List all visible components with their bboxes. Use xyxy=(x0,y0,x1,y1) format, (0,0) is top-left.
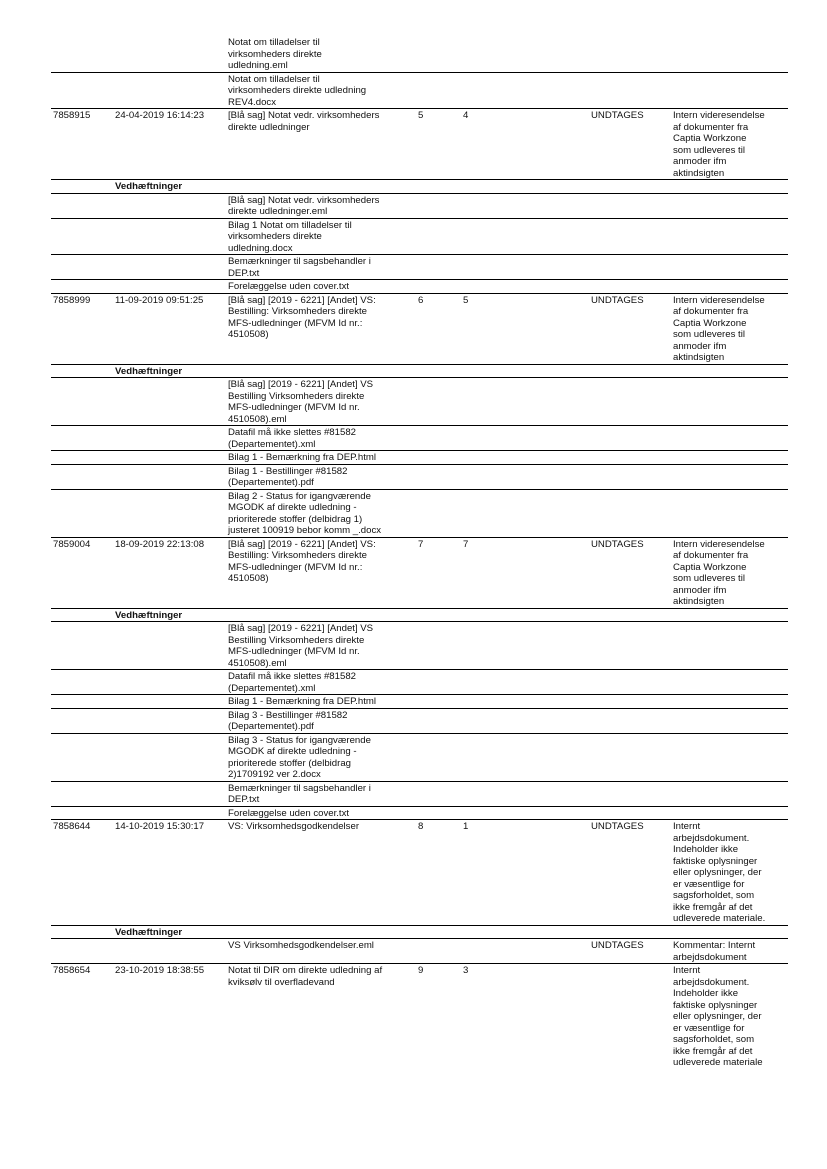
cell-title: Forelæggelse uden cover.txt xyxy=(226,806,416,820)
cell-comment: Internt arbejdsdokument. Indeholder ikke faktiske oplysninger eller oplysninger, der er væsentlige for sagsforholdet, som ikke fremgår af det udleverede materiale xyxy=(673,965,763,1068)
cell-id xyxy=(51,426,113,451)
cell-title: Bilag 1 - Bestillinger #81582 (Departementet).pdf xyxy=(226,464,416,489)
cell-status xyxy=(589,218,671,255)
cell-date: 23-10-2019 18:38:55 xyxy=(115,965,205,976)
cell-status xyxy=(589,670,671,695)
cell-comment xyxy=(671,193,788,218)
cell-id: 7858654 xyxy=(53,965,91,976)
cell-date: 14-10-2019 15:30:17 xyxy=(113,820,226,926)
cell-id xyxy=(51,622,113,670)
cell-id xyxy=(51,464,113,489)
cell-status xyxy=(589,378,671,426)
cell-id xyxy=(51,925,113,939)
cell-title xyxy=(226,180,416,194)
cell-title: [Blå sag] [2019 - 6221] [Andet] VS Bestilling Virksomheders direkte MFS-udledninger (MFVM Id nr. 4510508).eml xyxy=(226,378,416,426)
cell-page-count: 1 xyxy=(461,820,589,926)
cell-comment xyxy=(671,36,788,72)
cell-page-count xyxy=(461,464,589,489)
cell-comment xyxy=(671,464,788,489)
cell-comment: Kommentar: Internt arbejdsdokument xyxy=(671,939,788,964)
cell-status xyxy=(589,280,671,294)
cell-comment xyxy=(671,255,788,280)
cell-page-count xyxy=(461,708,589,733)
attachment-row xyxy=(51,622,788,670)
attachment-row xyxy=(51,695,788,709)
cell-doc-number xyxy=(416,218,461,255)
cell-page-count xyxy=(461,451,589,465)
record-row xyxy=(51,820,788,926)
cell-date xyxy=(113,426,226,451)
cell-status xyxy=(589,72,671,109)
cell-status: UNDTAGES xyxy=(589,939,671,964)
cell-comment xyxy=(671,806,788,820)
cell-date: Vedhæftninger xyxy=(113,608,226,622)
cell-id: 7858915 xyxy=(51,109,113,180)
attachments-header-row xyxy=(51,925,788,939)
cell-doc-number xyxy=(416,695,461,709)
cell-page-count xyxy=(461,733,589,781)
cell-date xyxy=(113,36,226,72)
cell-comment xyxy=(671,781,788,806)
cell-id xyxy=(51,280,113,294)
record-row xyxy=(51,293,788,364)
cell-status xyxy=(589,364,671,378)
cell-comment: Intern videresendelse af dokumenter fra Captia Workzone som udleveres til anmoder ifm aktindsigten xyxy=(671,293,788,364)
attachment-row xyxy=(51,426,788,451)
cell-id xyxy=(51,489,113,537)
cell-title: Bemærkninger til sagsbehandler i DEP.txt xyxy=(226,781,416,806)
cell-title: Bilag 3 - Status for igangværende MGODK af direkte udledning - prioriterede stoffer (delbidrag 2)1709192 ver 2.docx xyxy=(226,733,416,781)
cell-doc-number xyxy=(416,180,461,194)
cell-comment: Internt arbejdsdokument. Indeholder ikke faktiske oplysninger eller oplysninger, der er væsentlige for sagsforholdet, som ikke fremgår af det udleverede materiale. xyxy=(671,820,788,926)
cell-doc-number xyxy=(416,608,461,622)
cell-page-count xyxy=(461,193,589,218)
cell-id xyxy=(51,378,113,426)
cell-date xyxy=(113,378,226,426)
cell-status: UNDTAGES xyxy=(589,293,671,364)
cell-doc-number xyxy=(416,733,461,781)
cell-doc-number xyxy=(416,36,461,72)
attachment-row xyxy=(51,451,788,465)
cell-status: UNDTAGES xyxy=(589,537,671,608)
cell-date xyxy=(113,193,226,218)
cell-title: Bilag 1 - Bemærkning fra DEP.html xyxy=(226,695,416,709)
cell-page-count xyxy=(461,670,589,695)
cell-id: 7858999 xyxy=(51,293,113,364)
attachment-row xyxy=(51,781,788,806)
cell-date xyxy=(113,451,226,465)
cell-page-count xyxy=(461,255,589,280)
attachment-row xyxy=(51,378,788,426)
cell-doc-number xyxy=(416,489,461,537)
cell-id: 7858644 xyxy=(51,820,113,926)
cell-date xyxy=(113,280,226,294)
cell-status: UNDTAGES xyxy=(589,820,671,926)
cell-page-count xyxy=(461,489,589,537)
cell-date xyxy=(113,489,226,537)
cell-date: 11-09-2019 09:51:25 xyxy=(113,293,226,364)
cell-date: Vedhæftninger xyxy=(113,180,226,194)
cell-date: Vedhæftninger xyxy=(113,364,226,378)
cell-doc-number xyxy=(416,451,461,465)
cell-status xyxy=(589,464,671,489)
cell-status xyxy=(589,451,671,465)
cell-page-count xyxy=(461,939,589,964)
cell-comment xyxy=(671,280,788,294)
cell-title: [Blå sag] Notat vedr. virksomheders direkte udledninger xyxy=(226,109,416,180)
cell-doc-number xyxy=(416,622,461,670)
attachments-header-row xyxy=(51,608,788,622)
cell-status xyxy=(589,806,671,820)
cell-title: Notat om tilladelser til virksomheders direkte udledning.eml xyxy=(226,36,416,72)
cell-status xyxy=(589,708,671,733)
cell-date xyxy=(113,670,226,695)
cell-title: Bilag 3 - Bestillinger #81582 (Departementet).pdf xyxy=(226,708,416,733)
cell-title: VS: Virksomhedsgodkendelser xyxy=(226,820,416,926)
cell-status xyxy=(589,964,671,1069)
attachment-row xyxy=(51,733,788,781)
cell-comment xyxy=(671,451,788,465)
cell-comment xyxy=(671,608,788,622)
cell-comment xyxy=(671,72,788,109)
cell-comment xyxy=(671,925,788,939)
cell-status xyxy=(589,489,671,537)
cell-id xyxy=(51,218,113,255)
cell-doc-number xyxy=(416,72,461,109)
cell-date xyxy=(113,708,226,733)
cell-page-count: 7 xyxy=(461,537,589,608)
attachment-row xyxy=(51,708,788,733)
cell-title xyxy=(226,364,416,378)
cell-status: UNDTAGES xyxy=(589,109,671,180)
attachment-row xyxy=(51,280,788,294)
cell-status xyxy=(589,781,671,806)
attachment-row xyxy=(51,72,788,109)
cell-page-count xyxy=(461,280,589,294)
cell-status xyxy=(589,622,671,670)
cell-doc-number: 9 xyxy=(418,965,424,976)
cell-page-count: 3 xyxy=(463,965,469,976)
cell-page-count xyxy=(461,180,589,194)
cell-status xyxy=(589,608,671,622)
cell-id xyxy=(51,451,113,465)
cell-doc-number xyxy=(416,378,461,426)
cell-date xyxy=(113,733,226,781)
cell-comment: Intern videresendelse af dokumenter fra Captia Workzone som udleveres til anmoder ifm aktindsigten xyxy=(671,109,788,180)
records-table xyxy=(51,36,788,1069)
cell-title: Bilag 1 Notat om tilladelser til virksomheders direkte udledning.docx xyxy=(226,218,416,255)
cell-title: [Blå sag] [2019 - 6221] [Andet] VS: Bestilling: Virksomheders direkte MFS-udledninger (MFVM Id nr.: 4510508) xyxy=(226,293,416,364)
cell-date xyxy=(113,464,226,489)
cell-doc-number xyxy=(416,781,461,806)
cell-id xyxy=(51,670,113,695)
cell-page-count xyxy=(461,364,589,378)
cell-doc-number: 8 xyxy=(416,820,461,926)
cell-title: Datafil må ikke slettes #81582 (Departementet).xml xyxy=(226,670,416,695)
cell-doc-number xyxy=(416,670,461,695)
cell-page-count xyxy=(461,695,589,709)
attachment-row xyxy=(51,36,788,72)
cell-id xyxy=(51,193,113,218)
cell-id xyxy=(51,364,113,378)
attachment-row xyxy=(51,464,788,489)
cell-status xyxy=(589,733,671,781)
cell-page-count xyxy=(461,426,589,451)
cell-page-count: 4 xyxy=(461,109,589,180)
attachment-row xyxy=(51,193,788,218)
cell-page-count xyxy=(461,608,589,622)
cell-page-count xyxy=(461,781,589,806)
cell-date xyxy=(113,695,226,709)
cell-id xyxy=(51,180,113,194)
cell-comment xyxy=(671,426,788,451)
record-row xyxy=(51,537,788,608)
cell-title: [Blå sag] Notat vedr. virksomheders direkte udledninger.eml xyxy=(226,193,416,218)
cell-title: Datafil må ikke slettes #81582 (Departementet).xml xyxy=(226,426,416,451)
cell-page-count xyxy=(461,218,589,255)
cell-page-count: 5 xyxy=(461,293,589,364)
cell-comment xyxy=(671,489,788,537)
cell-status xyxy=(589,426,671,451)
cell-date xyxy=(113,72,226,109)
cell-doc-number xyxy=(416,464,461,489)
cell-comment xyxy=(671,378,788,426)
cell-comment xyxy=(671,733,788,781)
cell-date xyxy=(113,806,226,820)
cell-page-count xyxy=(461,378,589,426)
cell-comment xyxy=(671,364,788,378)
cell-id xyxy=(51,806,113,820)
cell-comment xyxy=(671,218,788,255)
cell-doc-number xyxy=(416,708,461,733)
cell-doc-number: 7 xyxy=(416,537,461,608)
cell-date xyxy=(113,622,226,670)
attachment-row xyxy=(51,670,788,695)
attachment-row xyxy=(51,489,788,537)
cell-doc-number xyxy=(416,426,461,451)
cell-date xyxy=(113,939,226,964)
cell-date: 24-04-2019 16:14:23 xyxy=(113,109,226,180)
cell-title xyxy=(226,608,416,622)
cell-comment xyxy=(671,670,788,695)
records-table-body xyxy=(51,36,788,1069)
attachment-row xyxy=(51,218,788,255)
cell-id xyxy=(51,72,113,109)
cell-comment: Intern videresendelse af dokumenter fra Captia Workzone som udleveres til anmoder ifm aktindsigten xyxy=(671,537,788,608)
cell-doc-number xyxy=(416,193,461,218)
cell-status xyxy=(589,193,671,218)
cell-id xyxy=(51,733,113,781)
cell-page-count xyxy=(461,72,589,109)
cell-id: 7859004 xyxy=(51,537,113,608)
cell-title: Notat til DIR om direkte udledning af kviksølv til overfladevand xyxy=(228,965,383,988)
cell-id xyxy=(51,939,113,964)
cell-doc-number xyxy=(416,280,461,294)
record-row xyxy=(51,109,788,180)
cell-title: [Blå sag] [2019 - 6221] [Andet] VS: Bestilling: Virksomheders direkte MFS-udledninger (MFVM Id nr.: 4510508) xyxy=(226,537,416,608)
cell-doc-number xyxy=(416,806,461,820)
cell-doc-number xyxy=(416,939,461,964)
cell-comment xyxy=(671,622,788,670)
cell-title: Forelæggelse uden cover.txt xyxy=(226,280,416,294)
cell-page-count xyxy=(461,925,589,939)
cell-doc-number: 5 xyxy=(416,109,461,180)
cell-date: Vedhæftninger xyxy=(113,925,226,939)
record-row xyxy=(51,964,788,1069)
cell-comment xyxy=(671,708,788,733)
cell-id xyxy=(51,608,113,622)
cell-title: Notat om tilladelser til virksomheders direkte udledning REV4.docx xyxy=(226,72,416,109)
cell-status xyxy=(589,180,671,194)
cell-id xyxy=(51,781,113,806)
cell-title: Bilag 1 - Bemærkning fra DEP.html xyxy=(226,451,416,465)
cell-title: VS Virksomhedsgodkendelser.eml xyxy=(226,939,416,964)
cell-title: [Blå sag] [2019 - 6221] [Andet] VS Bestilling Virksomheders direkte MFS-udledninger (MFVM Id nr. 4510508).eml xyxy=(226,622,416,670)
cell-date xyxy=(113,781,226,806)
cell-status xyxy=(589,36,671,72)
cell-page-count xyxy=(461,622,589,670)
cell-status xyxy=(589,925,671,939)
cell-id xyxy=(51,708,113,733)
cell-doc-number: 6 xyxy=(416,293,461,364)
attachment-row xyxy=(51,806,788,820)
cell-date xyxy=(113,255,226,280)
cell-title xyxy=(226,925,416,939)
cell-doc-number xyxy=(416,364,461,378)
cell-comment xyxy=(671,695,788,709)
cell-title: Bemærkninger til sagsbehandler i DEP.txt xyxy=(226,255,416,280)
cell-status xyxy=(589,695,671,709)
cell-doc-number xyxy=(416,925,461,939)
cell-doc-number xyxy=(416,255,461,280)
cell-id xyxy=(51,36,113,72)
attachments-header-row xyxy=(51,180,788,194)
attachment-row xyxy=(51,255,788,280)
cell-date xyxy=(113,218,226,255)
cell-page-count xyxy=(461,36,589,72)
cell-status xyxy=(589,255,671,280)
cell-page-count xyxy=(461,806,589,820)
cell-date: 18-09-2019 22:13:08 xyxy=(113,537,226,608)
cell-comment xyxy=(671,180,788,194)
attachments-header-row xyxy=(51,364,788,378)
attachment-row xyxy=(51,939,788,964)
cell-id xyxy=(51,255,113,280)
cell-id xyxy=(51,695,113,709)
cell-title: Bilag 2 - Status for igangværende MGODK af direkte udledning - prioriterede stoffer (delbidrag 1) justeret 100919 bebor komm _.docx xyxy=(226,489,416,537)
